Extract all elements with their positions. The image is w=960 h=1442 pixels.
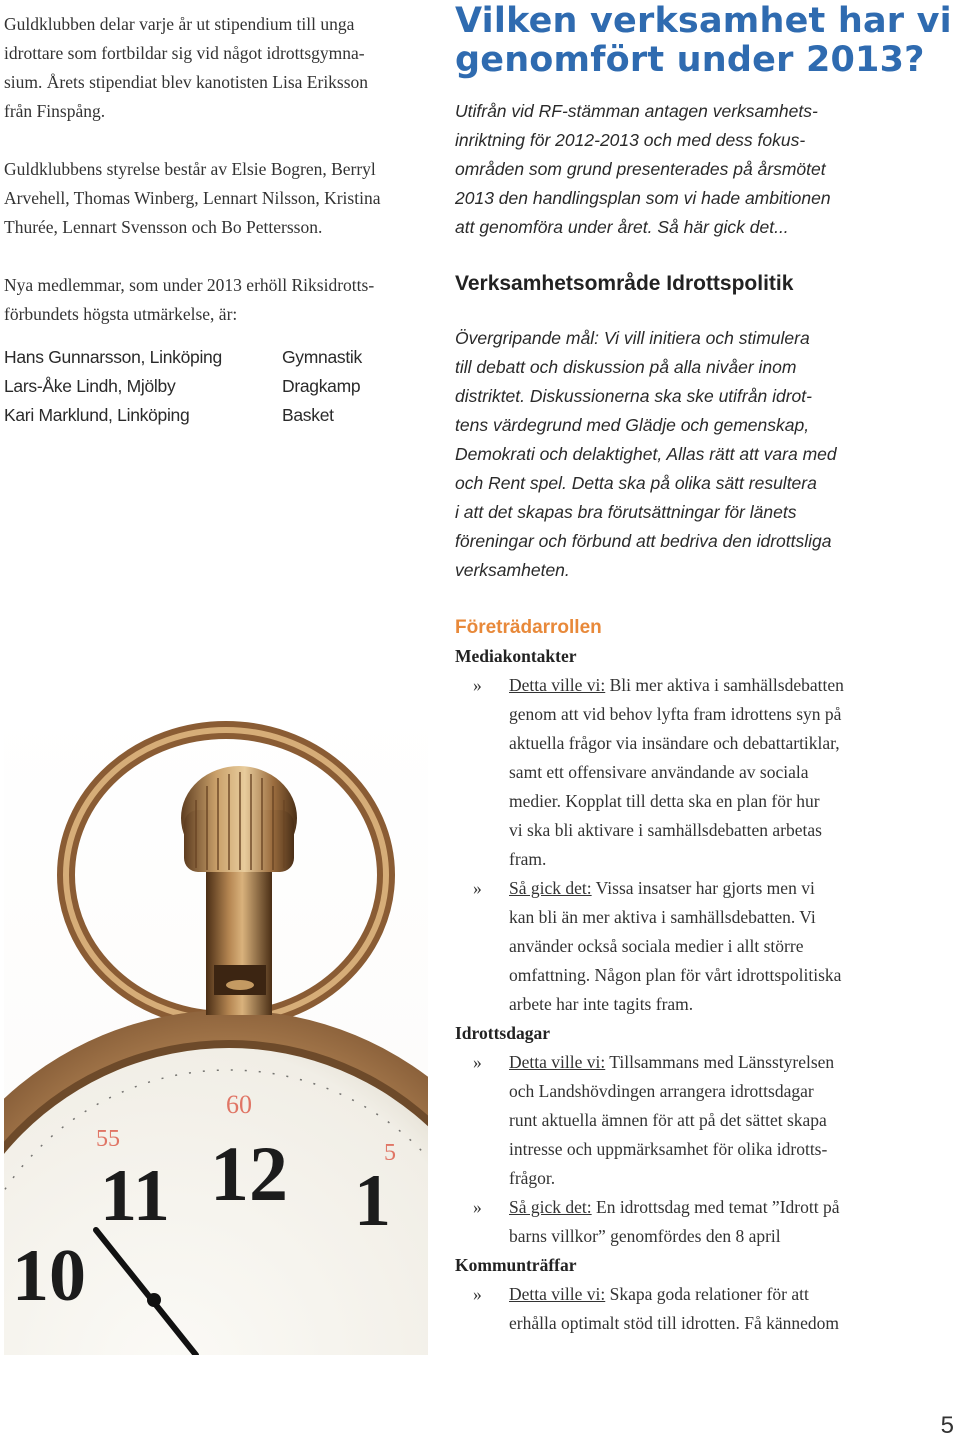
pocket-watch-image: [4, 700, 428, 1355]
members-list: [4, 343, 424, 433]
scholarship-paragraph: Guldklubben delar varje år ut stipendium till unga idrottare som fortbildar sig vid något idrottsgymna- sium. Årets stipendiat blev kanotisten Lisa Eriksson från Finspång.: [4, 14, 369, 121]
section-heading-idrottspolitik: Verksamhetsområde Idrottspolitik: [455, 272, 794, 295]
member-name: Lars-Åke Lindh, Mjölby: [4, 376, 176, 396]
bullet-item: » Detta ville vi: Tillsammans med Länsstyrelsen och Landshövdingen arrangera idrottsdagar runt aktuella ämnen för att på det sättet skapa intresse och uppmärksamhet för olika idrotts- frågor.: [455, 1048, 935, 1193]
topic-heading: Idrottsdagar: [455, 1023, 550, 1043]
bullet-mark: »: [473, 1197, 482, 1217]
topic-heading: Kommunträffar: [455, 1255, 577, 1275]
member-row: [4, 343, 362, 372]
member-row: [4, 372, 361, 401]
member-row: [4, 401, 334, 430]
bullet-mark: »: [473, 878, 482, 898]
goal-paragraph: Övergripande mål: Vi vill initiera och stimulera till debatt och diskussion på alla nivåer inom distriktet. Diskussionerna ska ske utifrån idrot- tens värdegrund med Glädje och gemenskap, Demokrati och delaktighet, Allas rätt att vara med och Rent spel. Detta ska på olika sätt resultera i att det skapas bra förutsättningar för länets föreningar och förbund att bedriva den idrottsliga verksamheten.: [455, 328, 837, 580]
watch-numeral: 1: [354, 1160, 391, 1242]
page-number: 5: [940, 1412, 954, 1439]
watch-numeral: 5: [384, 1140, 396, 1166]
watch-numeral: 55: [96, 1126, 120, 1152]
member-sport: Gymnastik: [282, 347, 362, 367]
member-name: Hans Gunnarsson, Linköping: [4, 347, 222, 367]
member-sport: Basket: [282, 405, 334, 425]
bullet-mark: »: [473, 675, 482, 695]
bullet-mark: »: [473, 1052, 482, 1072]
page-title: Vilken verksamhet har vi genomfört under 2013?: [455, 1, 952, 80]
watch-numeral: 10: [12, 1235, 86, 1317]
member-name: Kari Marklund, Linköping: [4, 405, 190, 425]
watch-numeral: 60: [226, 1090, 252, 1119]
bullet-mark: »: [473, 1284, 482, 1304]
left-column: [4, 10, 424, 433]
bullet-item: » Detta ville vi: Skapa goda relationer för att erhålla optimalt stöd till idrotten. Få kännedom: [455, 1280, 935, 1338]
bullet-item: » Så gick det: Vissa insatser har gjorts men vi kan bli än mer aktiva i samhällsdebatten. Vi använder också sociala medier i allt större omfattning. Någon plan för vårt idrottspolitiska arbete har inte tagits fram.: [455, 874, 935, 1019]
bullet-item: » Så gick det: En idrottsdag med temat ”Idrott på barns villkor” genomfördes den 8 april: [455, 1193, 935, 1251]
right-column: [455, 0, 952, 1338]
topic-heading: Mediakontakter: [455, 646, 577, 666]
board-paragraph: Guldklubbens styrelse består av Elsie Bogren, Berryl Arvehell, Thomas Winberg, Lennart Nilsson, Kristina Thurée, Lennart Svensson och Bo Pettersson.: [4, 159, 381, 237]
bullet-item: » Detta ville vi: Bli mer aktiva i samhällsdebatten genom att vid behov lyfta fram idrottens syn på aktuella frågor via insändare och debattartiklar, samt ett offensivare användande av sociala medier. Kopplat till detta ska en plan för hur vi ska bli aktivare i samhällsdebatten arbetas fram.: [455, 671, 935, 874]
watch-numeral: 11: [100, 1155, 170, 1237]
section-heading-foretradarrollen: Företrädarrollen: [455, 617, 602, 638]
watch-numeral: 12: [210, 1130, 288, 1217]
new-members-paragraph: Nya medlemmar, som under 2013 erhöll Riksidrotts- förbundets högsta utmärkelse, är:: [4, 275, 375, 324]
intro-paragraph: Utifrån vid RF-stämman antagen verksamhets- inriktning för 2012-2013 och med dess fokus- områden som grund presenterades på årsmötet 2013 den handlingsplan som vi hade ambitionen att genomföra under året. Så här gick det...: [455, 101, 831, 237]
member-sport: Dragkamp: [282, 376, 361, 396]
